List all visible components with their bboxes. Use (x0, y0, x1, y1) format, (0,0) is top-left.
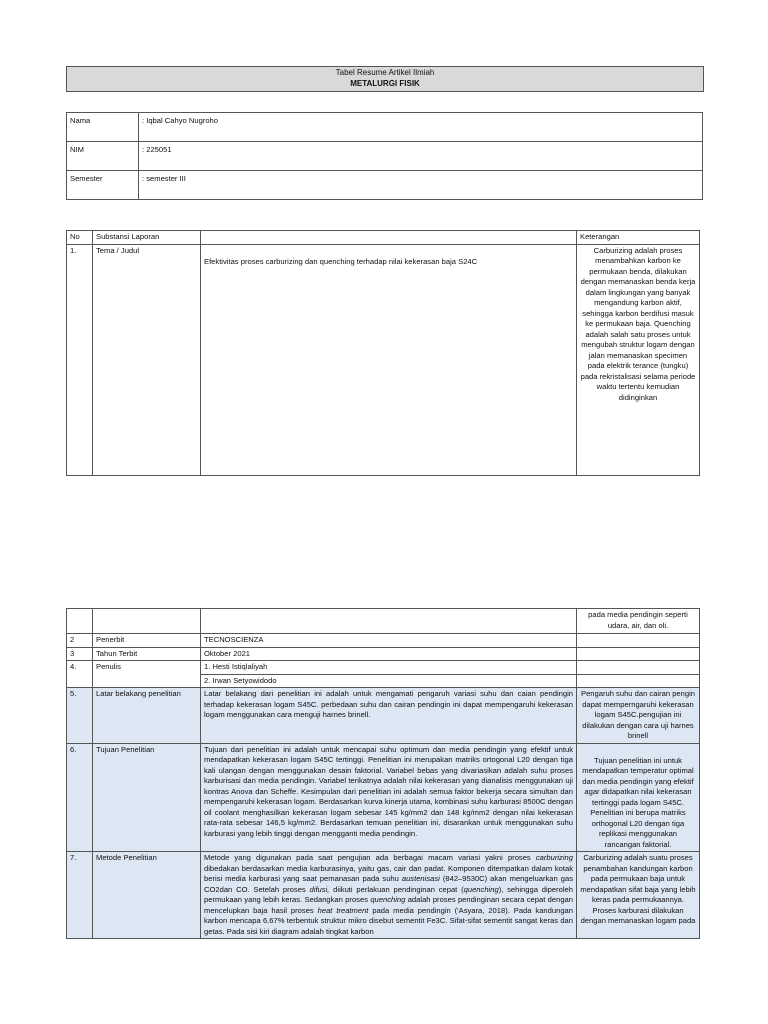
row-label: Tema / Judul (93, 244, 201, 475)
row-keterangan: Tujuan penelitian ini untuk mendapatkan temperatur optimal dan media pendingin yang efektif agar didapatkan nilai kekerasan tertinggi pada logam S45C. Penelitian ini berupa matriks orthogonal L20 dengan tiga replikasi menggunakan rancangan faktorial. (577, 743, 700, 852)
row-label: Tahun Terbit (93, 647, 201, 661)
document-title: Tabel Resume Artikel Ilmiah (335, 68, 435, 77)
row-keterangan: pada media pendingin seperti udara, air, dan oli. (577, 609, 700, 634)
table-header-row (67, 231, 700, 245)
row-content: Oktober 2021 (201, 647, 577, 661)
row-label: Tujuan Penelitian (93, 743, 201, 852)
header-content (201, 231, 577, 245)
row-label: Metode Penelitian (93, 852, 201, 939)
identity-value: : Iqbal Cahyo Nugroho (139, 113, 703, 142)
table-row (67, 647, 700, 661)
row-no: 4. (67, 661, 93, 688)
row-content: Efektivitas proses carburizing dan quenching terhadap nilai kekerasan baja S24C (201, 244, 577, 475)
table-row (67, 852, 700, 939)
header-keterangan: Keterangan (577, 231, 700, 245)
table-row (67, 661, 700, 675)
row-content-author: 2. Irwan Setyowidodo (201, 674, 577, 688)
row-keterangan: Carburizing adalah proses menambahkan karbon ke permukaan benda, dilakukan dengan memanaskan benda kerja dalam lingkungan yang banyak mengandung karbon aktif, sehingga karbon berdifusi masuk ke permukaan baja. Quenching adalah salah satu proses untuk mengubah struktur logam dengan jalan memanaskan specimen pada elektrik terance (tungku) pada rekristalisasi selama periode waktu tertentu kemudian didinginkan (577, 244, 700, 475)
identity-row-nim (67, 142, 703, 171)
row-content: Latar belakang dari penelitian ini adalah untuk mengamati pengaruh variasi suhu dan caian pendingin terhadap kekerasan logam S45C. perbedaan suhu dan cairan pendingin ini dapat mempengaruhi kekerasan logam menggunakan cara menguji harnes brinell. (201, 688, 577, 744)
header-no: No (67, 231, 93, 245)
row-content: TECNOSCIENZA (201, 634, 577, 648)
identity-value: : 225051 (139, 142, 703, 171)
row-no: 7. (67, 852, 93, 939)
row-no: 6. (67, 743, 93, 852)
identity-row-name (67, 113, 703, 142)
resume-table-page2 (66, 608, 700, 939)
row-content: Metode yang digunakan pada saat pengujian ada berbagai macam variasi yakni proses carburizing dibedakan berdasarkan media karburasinya, yaitu gas, cair dan padat. Komponen ditempatkan dalam kotak berisi media karburasi yang saat pemanasan pada suhu austenisasi (842–9530C) akan mengeluarkan gas CO2dan CO. Setelah proses difusi, diikuti perlakuan pendinginan cepat (quenching), sehingga diperoleh permukaan yang lebih keras. Sedangkan proses quenching adalah proses pendinginan secara cepat dengan mencelupkan baja hasil proses heat treatment pada media pendingin ('Asyara, 2018). Pada kandungan karbon mencapa 6.67% terbentuk struktur mikro disebut sementit Fe3C. Sifat-sifat sementit sangat keras dan getas. Pada sisi kiri diagram adalah tingkat karbon (201, 852, 577, 939)
row-label: Latar belakang penelitian (93, 688, 201, 744)
row-label: Penulis (93, 661, 201, 688)
row-content-author: 1. Hesti Istiqlaliyah (201, 661, 577, 675)
identity-label: Nama (67, 113, 139, 142)
document-subtitle: METALURGI FISIK (350, 79, 420, 88)
row-label: Penerbit (93, 634, 201, 648)
table-row (67, 634, 700, 648)
table-row (67, 688, 700, 744)
row-keterangan: Carburizing adalah suatu proses penambahan kandungan karbon pada permukaan baja untuk mendapatkan sifat baja yang lebih keras pada permukaannya. Proses karburasi dilakukan dengan memanaskan logam pada (577, 852, 700, 939)
identity-label: Semester (67, 171, 139, 200)
identity-label: NIM (67, 142, 139, 171)
table-row (67, 609, 700, 634)
header-substansi: Substansi Laporan (93, 231, 201, 245)
table-row (67, 244, 700, 475)
row-no: 3 (67, 647, 93, 661)
row-no: 1. (67, 244, 93, 475)
document-title-box (66, 66, 704, 92)
table-row (67, 743, 700, 852)
row-content: Tujuan dari penelitian ini adalah untuk mencapai suhu optimum dan media pendingin yang efektif untuk mendapatkan kekerasan logam S45C tertinggi. Penelitian ini merupakan matriks ortogonal L20 dengan tiga kali ulangan dengan menggunakan desain faktorial. Variabel bebas yang divariasikan adalah suhu proses karburisasi dan media pendingin. Variabel terikatnya adalah nilai kekerasan yang dianalisis menggunakan uji kontras Anova dan Scheffe. Kesimpulan dari penelitian ini adalah semua faktor bekerja secara simultan dan mempengaruhi kekerasan logam. Berdasarkan kurva kinerja utama, kombinasi suhu karburasi 8500C dengan oil coolant menghasilkan kekerasan logam sebesar 145 kg/mm2 dan 148 kg/mm2 dengan nilai kekerasan rata-rata sebesar 146,5 kg/mm2. Berdasarkan temuan penelitian ini, disarankan untuk menggunakan suhu karburasi yang lebih tinggi dengan mengganti media pendingin. (201, 743, 577, 852)
identity-value: : semester III (139, 171, 703, 200)
identity-table (66, 112, 703, 200)
row-no: 5. (67, 688, 93, 744)
row-no: 2 (67, 634, 93, 648)
identity-row-semester (67, 171, 703, 200)
resume-table-page1 (66, 230, 700, 476)
row-keterangan: Pengaruh suhu dan cairan pengin dapat memperngaruhi kekerasan logam S45C.pengujian ini dilakukan dengan cara uji harnes brinell (577, 688, 700, 744)
